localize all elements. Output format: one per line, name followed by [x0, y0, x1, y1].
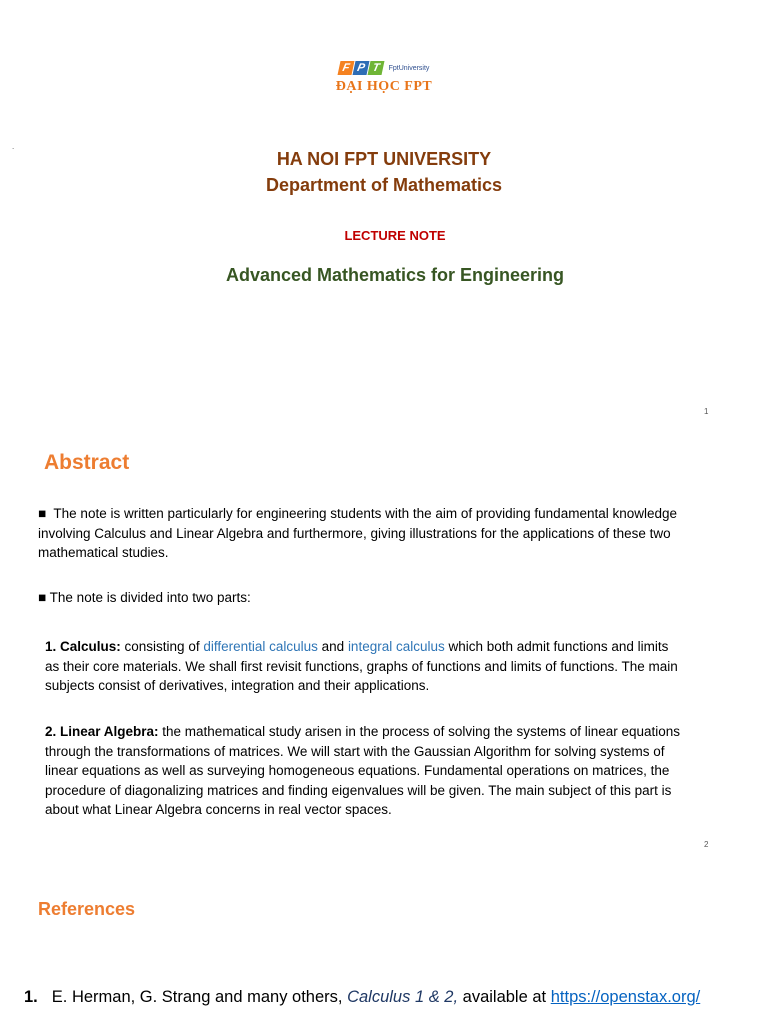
page-number-2: 2 — [704, 840, 709, 849]
reference-item — [24, 988, 700, 1007]
abstract-intro-text: The note is written particularly for engineering students with the aim of providing fundamental knowledge involving Calculus and Linear Algebra and furthermore, giving illustrations for the applications of these two mathematical studies. — [38, 506, 678, 560]
university-logo — [0, 58, 768, 95]
department-name: Department of Mathematics — [265, 175, 503, 195]
part-calculus-text-c: which both admit functions and limits as their core materials. We shall first revisit functions, graphs of functions and limits of functions. The main subjects consist of derivatives, integration and their applications. — [45, 639, 678, 693]
bullet-icon: ■ — [38, 506, 47, 521]
abstract-intro — [38, 504, 698, 563]
part-calculus-text-a: consisting of — [120, 639, 204, 654]
logo-school-name: ĐẠI HỌC FPT — [335, 79, 433, 94]
page-header — [0, 146, 768, 198]
reference-title: Calculus 1 & 2, — [347, 988, 459, 1006]
course-title: Advanced Mathematics for Engineering — [225, 265, 565, 285]
part-linear-algebra — [45, 722, 685, 820]
bullet-icon: ■ — [38, 590, 47, 605]
page-number-1: 1 — [704, 407, 709, 416]
part-calculus-text-b: and — [317, 639, 348, 654]
references-heading: References — [38, 899, 136, 919]
lecture-note-label: LECTURE NOTE — [344, 228, 446, 243]
reference-available: available at — [458, 988, 551, 1006]
integral-calculus-term: integral calculus — [347, 639, 445, 654]
part-linear-algebra-text: the mathematical study arisen in the process of solving the systems of linear equations through the transformations of matrices. We will start with the Gaussian Algorithm for solving systems of linear equations as well as surveying homogeneous equations. Fundamental operations on matrices, the procedure of diagonalizing matrices and finding eigenvalues will be given. The main subject of this part is about what Linear Algebra concerns in real vector spaces. — [45, 724, 681, 817]
logo-subtext: FptUniversity — [388, 64, 430, 72]
abstract-division — [38, 588, 698, 608]
logo-letter-f: F — [337, 61, 354, 75]
fpt-logo-mark — [339, 61, 430, 75]
differential-calculus-term: differential calculus — [203, 639, 318, 654]
part-linear-algebra-label: 2. Linear Algebra: — [45, 724, 159, 739]
abstract-division-text: The note is divided into two parts: — [49, 590, 251, 605]
part-calculus-label: 1. Calculus: — [45, 639, 121, 654]
logo-letter-t: T — [367, 61, 384, 75]
stray-mark: . — [12, 142, 15, 151]
logo-letter-p: P — [352, 61, 369, 75]
part-calculus — [45, 637, 685, 696]
university-name: HA NOI FPT UNIVERSITY — [276, 149, 492, 169]
reference-link[interactable]: https://openstax.org/ — [550, 988, 701, 1006]
abstract-heading: Abstract — [44, 451, 130, 474]
reference-authors: E. Herman, G. Strang and many others, — [51, 988, 348, 1006]
reference-number: 1. — [24, 988, 38, 1006]
